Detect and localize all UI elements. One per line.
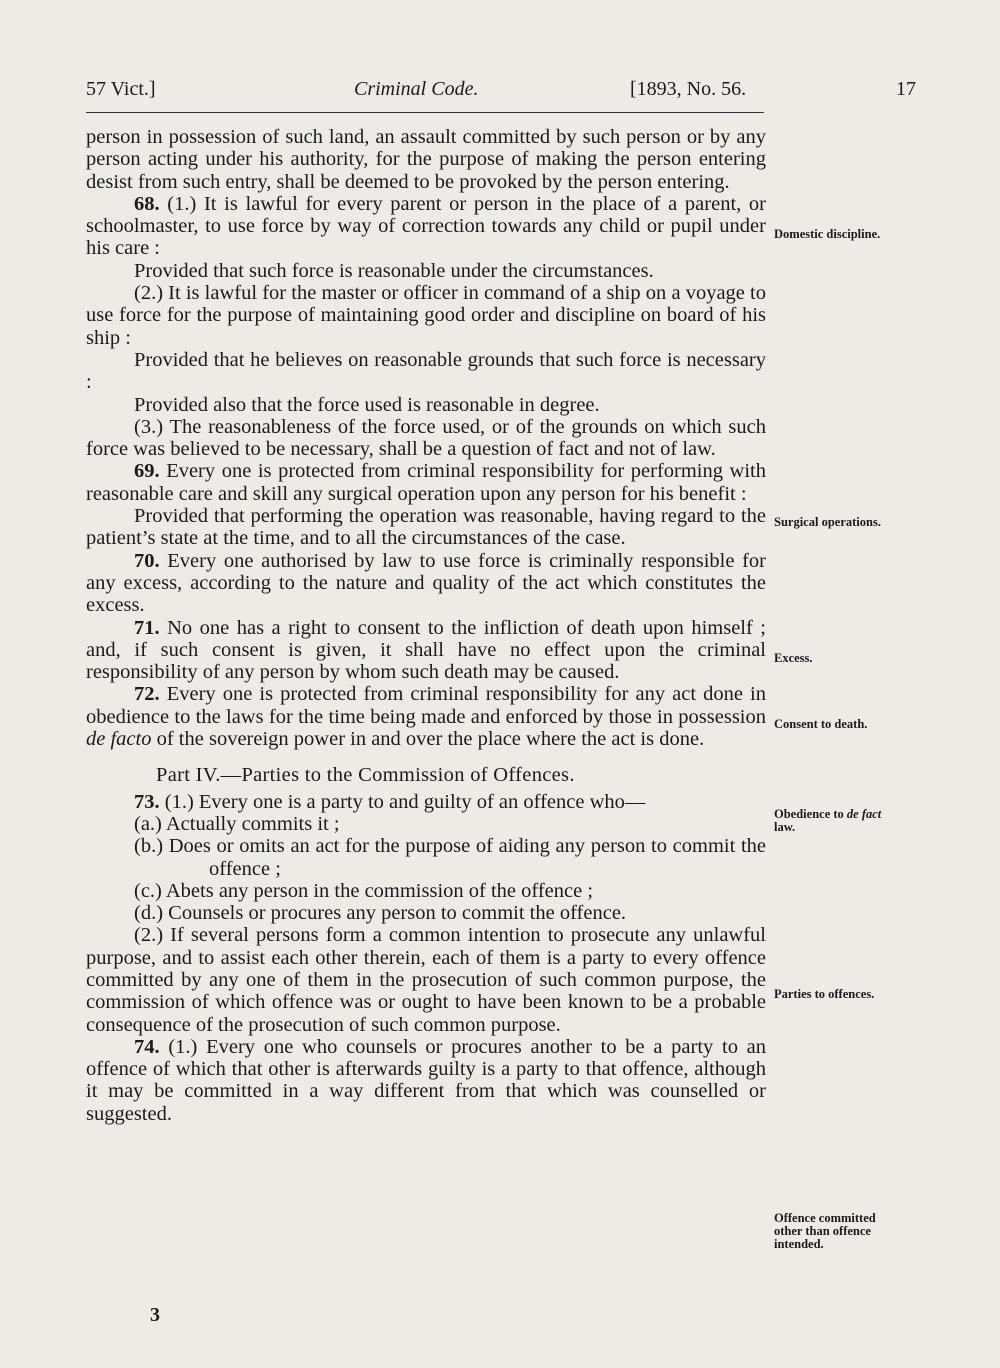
margin-note-parties-to-offences: Parties to offences.: [774, 987, 875, 1001]
section-text: (1.) Every one who counsels or procures another to be a party to an offence of which that other is afterwards guilty is a party to that offence, although it may be committed in a way different from that which was counselled or suggested.: [86, 1035, 766, 1125]
section-68-proviso: Provided also that the force used is reasonable in degree.: [134, 393, 600, 416]
section-text: of the sovereign power in and over the place where the act is done.: [156, 728, 705, 751]
section-68-subsection-3: (3.) The reasonableness of the force used, or of the grounds on which such force was believed to be necessary, shall be a question of fact and not of law.: [86, 415, 766, 461]
margin-note-consent-to-death: Consent to death.: [774, 717, 868, 731]
section-number: 70.: [134, 549, 160, 572]
header-act-number: [1893, No. 56.: [630, 78, 747, 100]
section-68-proviso: Provided that he believes on reasonable grounds that such force is necessary :: [86, 348, 766, 394]
section-73-subsection-2: (2.) If several persons form a common intention to prosecute any unlawful purpose, and to assist each other therein, each of them is a party to every offence committed by any one of them in the prosecution of such common purpose, the commission of which offence was or ought to have been known to be a probable consequence of the prosecution of such common purpose.: [86, 924, 766, 1036]
section-69-proviso: Provided that performing the operation was reasonable, having regard to the patient’s state at the time, and to all the circumstances of the case.: [86, 505, 766, 550]
section-number: 74.: [134, 1035, 160, 1058]
section-74-subsection-1: [86, 1036, 766, 1125]
section-73-paragraph-a: (a.) Actually commits it ;: [134, 812, 340, 835]
margin-note-obedience: [774, 808, 924, 834]
section-73-paragraph-c: (c.) Abets any person in the commission of the offence ;: [134, 879, 594, 902]
margin-note-surgical-operations: Surgical operations.: [774, 515, 881, 529]
margin-note-domestic-discipline: Domestic discipline.: [774, 227, 881, 241]
section-number: 71.: [134, 616, 160, 639]
header-title: Criminal Code.: [354, 78, 479, 100]
section-73-paragraph-b: (b.) Does or omits an act for the purpose of aiding any person to commit the offence ;: [134, 835, 766, 880]
section-text: (1.) Every one is a party to and guilty of an offence who—: [164, 790, 646, 813]
margin-note-text: Obedience to: [774, 807, 844, 821]
signature-mark: 3: [150, 1304, 160, 1326]
section-text: No one has a right to consent to the infliction of death upon himself ; and, if such consent is given, it shall have no effect upon the criminal responsibility of any person by whom such death may be caused.: [86, 616, 766, 684]
running-header: [86, 78, 916, 108]
page-number: 17: [896, 78, 916, 100]
paragraph-continuation: person in possession of such land, an assault committed by such person or by any person acting under his authority, for the purpose of making the person entering desist from such entry, shall be deemed to be provoked by the person entering.: [86, 126, 766, 193]
margin-note-excess: Excess.: [774, 651, 813, 665]
section-73-subsection-1: [86, 791, 766, 813]
section-68-subsection-2: (2.) It is lawful for the master or officer in command of a ship on a voyage to use force for the purpose of maintaining good order and discipline on board of his ship :: [86, 282, 766, 349]
section-68-subsection-1: [86, 193, 766, 260]
section-number: 73.: [134, 790, 160, 813]
section-text: Every one is protected from criminal responsibility for any act done in obedience to the laws for the time being made and enforced by those in possession: [86, 683, 766, 728]
section-text: (1.) It is lawful for every parent or person in the place of a parent, or schoolmaster, to use force by way of correction towards any child or pupil under his care :: [86, 192, 767, 260]
section-number: 72.: [134, 683, 160, 706]
section-68-proviso: Provided that such force is reasonable under the circumstances.: [134, 259, 654, 282]
part-heading: Part IV.—Parties to the Commission of Offences.: [156, 764, 575, 787]
header-regnal-year: 57 Vict.]: [86, 78, 156, 100]
section-number: 69.: [134, 460, 160, 483]
margin-note-italic: de fact: [846, 807, 882, 821]
section-number: 68.: [134, 192, 160, 215]
margin-note-text: law.: [774, 820, 796, 834]
margin-note-offence-committed: Offence committed other than offence intended.: [774, 1211, 876, 1251]
section-69: [86, 460, 766, 505]
header-rule: [86, 112, 764, 113]
section-72: [86, 683, 766, 750]
body-text: [86, 126, 766, 1125]
section-70: [86, 550, 766, 617]
italic-term: de facto: [86, 728, 152, 751]
section-71: [86, 617, 766, 684]
section-text: Every one authorised by law to use force is criminally responsible for any excess, according to the nature and quality of the act which constitutes the excess.: [86, 549, 766, 617]
section-text: Every one is protected from criminal responsibility for performing with reasonable care and skill any surgical operation upon any person for his benefit :: [86, 460, 766, 505]
section-73-paragraph-d: (d.) Counsels or procures any person to commit the offence.: [134, 902, 627, 925]
